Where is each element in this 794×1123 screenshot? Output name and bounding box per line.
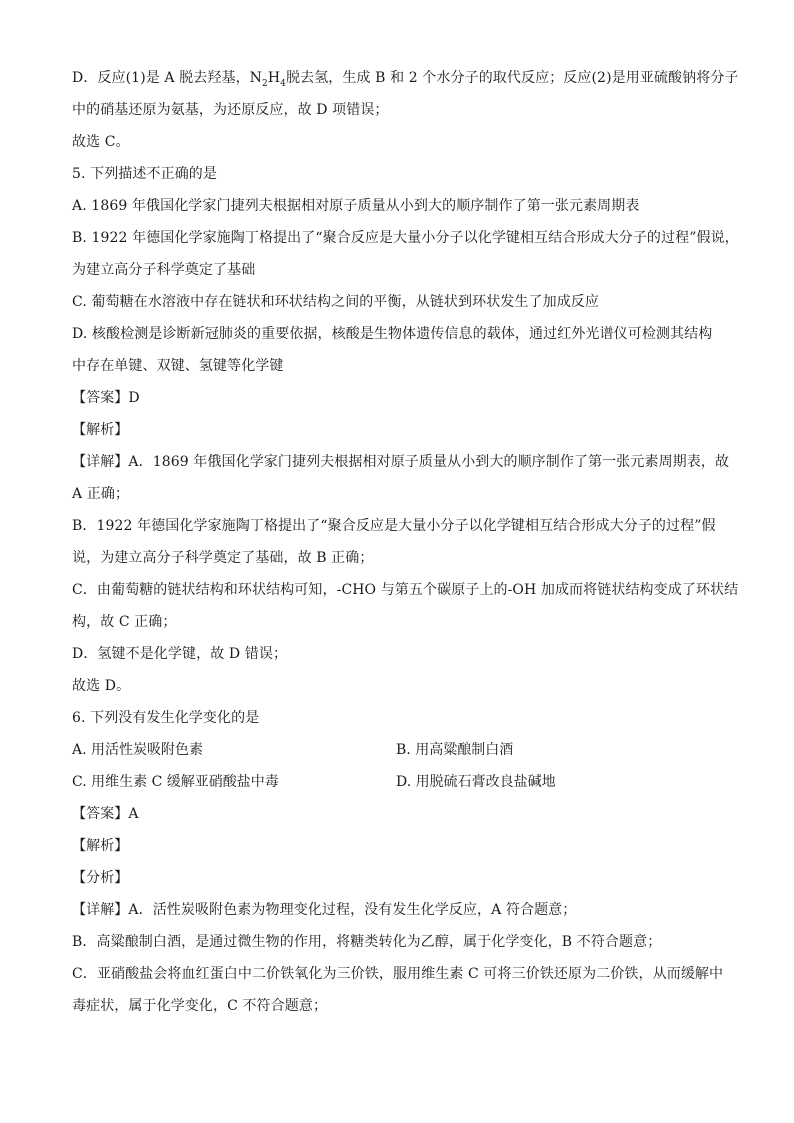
q6-option-c: C. 用维生素 C 缓解亚硝酸盐中毒 — [72, 774, 279, 790]
q5-option-b-line1: B. 1922 年德国化学家施陶丁格提出了“聚合反应是大量小分子以化学键相互结合形成大分子的过程”假说， — [72, 230, 739, 246]
q6-options-row1 — [72, 740, 722, 772]
subscript: 2 — [262, 78, 268, 89]
q4-option-d-explanation-line2: 中的硝基还原为氨基，为还原反应，故 D 项错误； — [72, 102, 389, 118]
q6-option-d: D. 用脱硫石膏改良盐碱地 — [396, 774, 556, 790]
q6-fenxi-label: 【分析】 — [72, 870, 129, 886]
q6-answer: 【答案】A — [72, 806, 139, 822]
q5-detail-a-line1: 【详解】A．1869 年俄国化学家门捷列夫根据相对原子质量从小到大的顺序制作了第一张元素周期表，故 — [72, 454, 730, 470]
q5-detail-c-line2: 构，故 C 正确； — [72, 614, 177, 630]
q6-detail-a: 【详解】A．活性炭吸附色素为物理变化过程，没有发生化学反应，A 符合题意； — [72, 902, 577, 918]
text: 脱去氢，生成 B 和 2 个水分子的取代反应；反应(2)是用亚硫酸钠将分子 — [286, 70, 739, 86]
q5-option-b-line2: 为建立高分子科学奠定了基础 — [72, 262, 256, 278]
q5-detail-a-line2: A 正确； — [72, 486, 130, 502]
q5-conclusion: 故选 D。 — [72, 678, 131, 694]
q5-option-c: C. 葡萄糖在水溶液中存在链状和环状结构之间的平衡，从链状到环状发生了加成反应 — [72, 294, 600, 310]
q5-option-a: A. 1869 年俄国化学家门捷列夫根据相对原子质量从小到大的顺序制作了第一张元素周期表 — [72, 198, 640, 214]
q5-answer: 【答案】D — [72, 390, 140, 406]
q6-option-a: A. 用活性炭吸附色素 — [72, 742, 204, 758]
q6-stem: 6. 下列没有发生化学变化的是 — [72, 710, 260, 726]
text: H — [267, 70, 281, 86]
document-page — [72, 68, 739, 1028]
q5-analysis-label: 【解析】 — [72, 422, 129, 438]
q5-option-d-line1: D. 核酸检测是诊断新冠肺炎的重要依据，核酸是生物体遗传信息的载体，通过红外光谱仪可检测其结构 — [72, 326, 713, 342]
text: D．反应(1)是 A 脱去羟基，N — [72, 70, 263, 86]
q4-conclusion: 故选 C。 — [72, 134, 130, 150]
subscript: 4 — [280, 78, 286, 89]
q6-analysis-label: 【解析】 — [72, 838, 129, 854]
q5-detail-c-line1: C．由葡萄糖的链状结构和环状结构可知，-CHO 与第五个碳原子上的-OH 加成而将链状结构变成了环状结 — [72, 582, 739, 598]
q5-option-d-line2: 中存在单键、双键、氢键等化学键 — [72, 358, 284, 374]
q6-option-b: B. 用高粱酿制白酒 — [396, 742, 514, 758]
q5-detail-b-line2: 说，为建立高分子科学奠定了基础，故 B 正确； — [72, 550, 374, 566]
q6-detail-c-line1: C．亚硝酸盐会将血红蛋白中二价铁氧化为三价铁，服用维生素 C 可将三价铁还原为二价铁，从而缓解中 — [72, 966, 724, 982]
q5-detail-d: D．氢键不是化学键，故 D 错误； — [72, 646, 288, 662]
q5-stem: 5. 下列描述不正确的是 — [72, 166, 218, 182]
q6-options-row2 — [72, 772, 722, 804]
q6-detail-c-line2: 毒症状，属于化学变化，C 不符合题意； — [72, 998, 328, 1014]
q5-detail-b-line1: B．1922 年德国化学家施陶丁格提出了“聚合反应是大量小分子以化学键相互结合形成大分子的过程”假 — [72, 518, 716, 534]
q6-detail-b: B．高粱酿制白酒，是通过微生物的作用，将糖类转化为乙醇，属于化学变化，B 不符合题意； — [72, 934, 662, 950]
q4-option-d-explanation-line1 — [72, 68, 739, 100]
